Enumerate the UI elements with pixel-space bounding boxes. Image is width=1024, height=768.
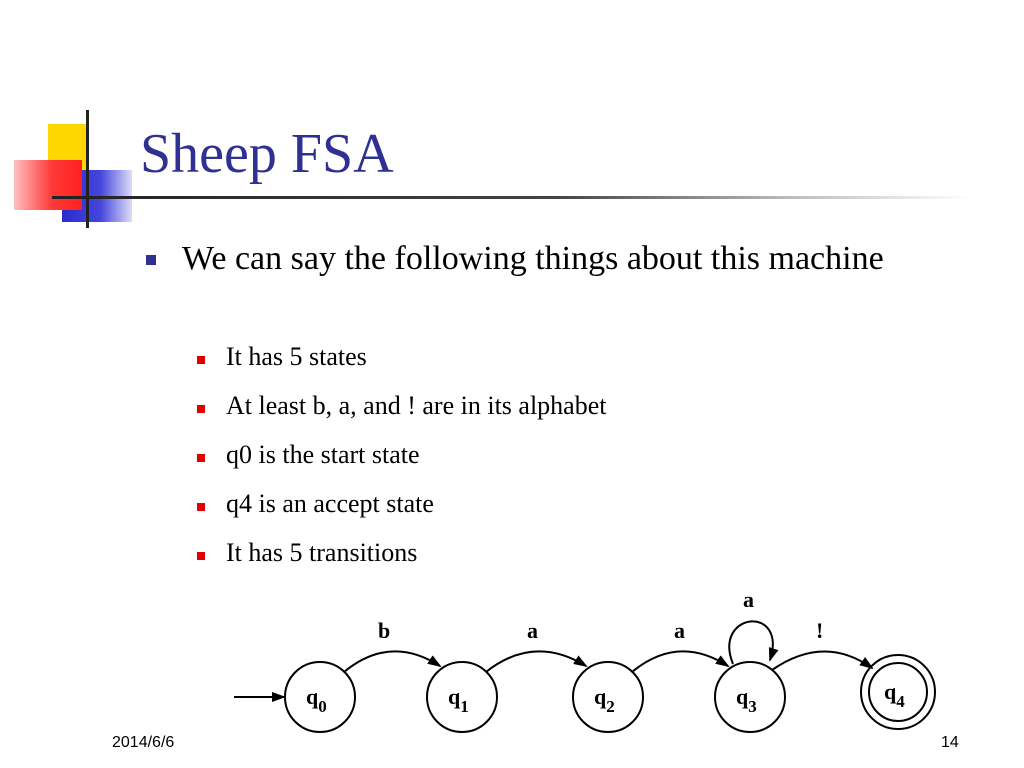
footer-date: 2014/6/6 xyxy=(112,734,175,751)
transition-label-excl: ! xyxy=(816,618,824,643)
transition-label-a2: a xyxy=(674,618,685,643)
transition-label-b: b xyxy=(378,618,391,643)
sub-bullet-3: q0 is the start state xyxy=(226,440,420,469)
sub-bullet-1: It has 5 states xyxy=(226,342,367,371)
transition-q2-q3 xyxy=(632,651,728,672)
sub-bullet-4: q4 is an accept state xyxy=(226,489,434,518)
state-q4-label: $q_4$ xyxy=(884,679,905,711)
state-q4-accept xyxy=(861,655,935,729)
bullet-main: We can say the following things about this machine xyxy=(182,240,884,277)
sub-bullet-2: At least b, a, and ! are in its alphabet xyxy=(226,391,607,420)
transition-q3-q4 xyxy=(772,651,872,670)
transition-label-a1: a xyxy=(527,618,538,643)
page-number: 14 xyxy=(941,734,959,751)
state-q2-label: $q_2$ xyxy=(594,684,615,716)
transition-q3-self-loop xyxy=(729,621,772,664)
transition-label-a-loop: a xyxy=(743,587,754,612)
state-q1-label: $q_1$ xyxy=(448,684,469,716)
transition-q0-q1 xyxy=(344,651,440,672)
sub-bullet-5: It has 5 transitions xyxy=(226,538,418,567)
state-q3-label: $q_3$ xyxy=(736,684,757,716)
state-q0-label: $q_0$ xyxy=(306,684,327,716)
state-q3 xyxy=(715,662,785,732)
slide-title: Sheep FSA xyxy=(140,123,394,185)
transition-q1-q2 xyxy=(486,651,586,672)
